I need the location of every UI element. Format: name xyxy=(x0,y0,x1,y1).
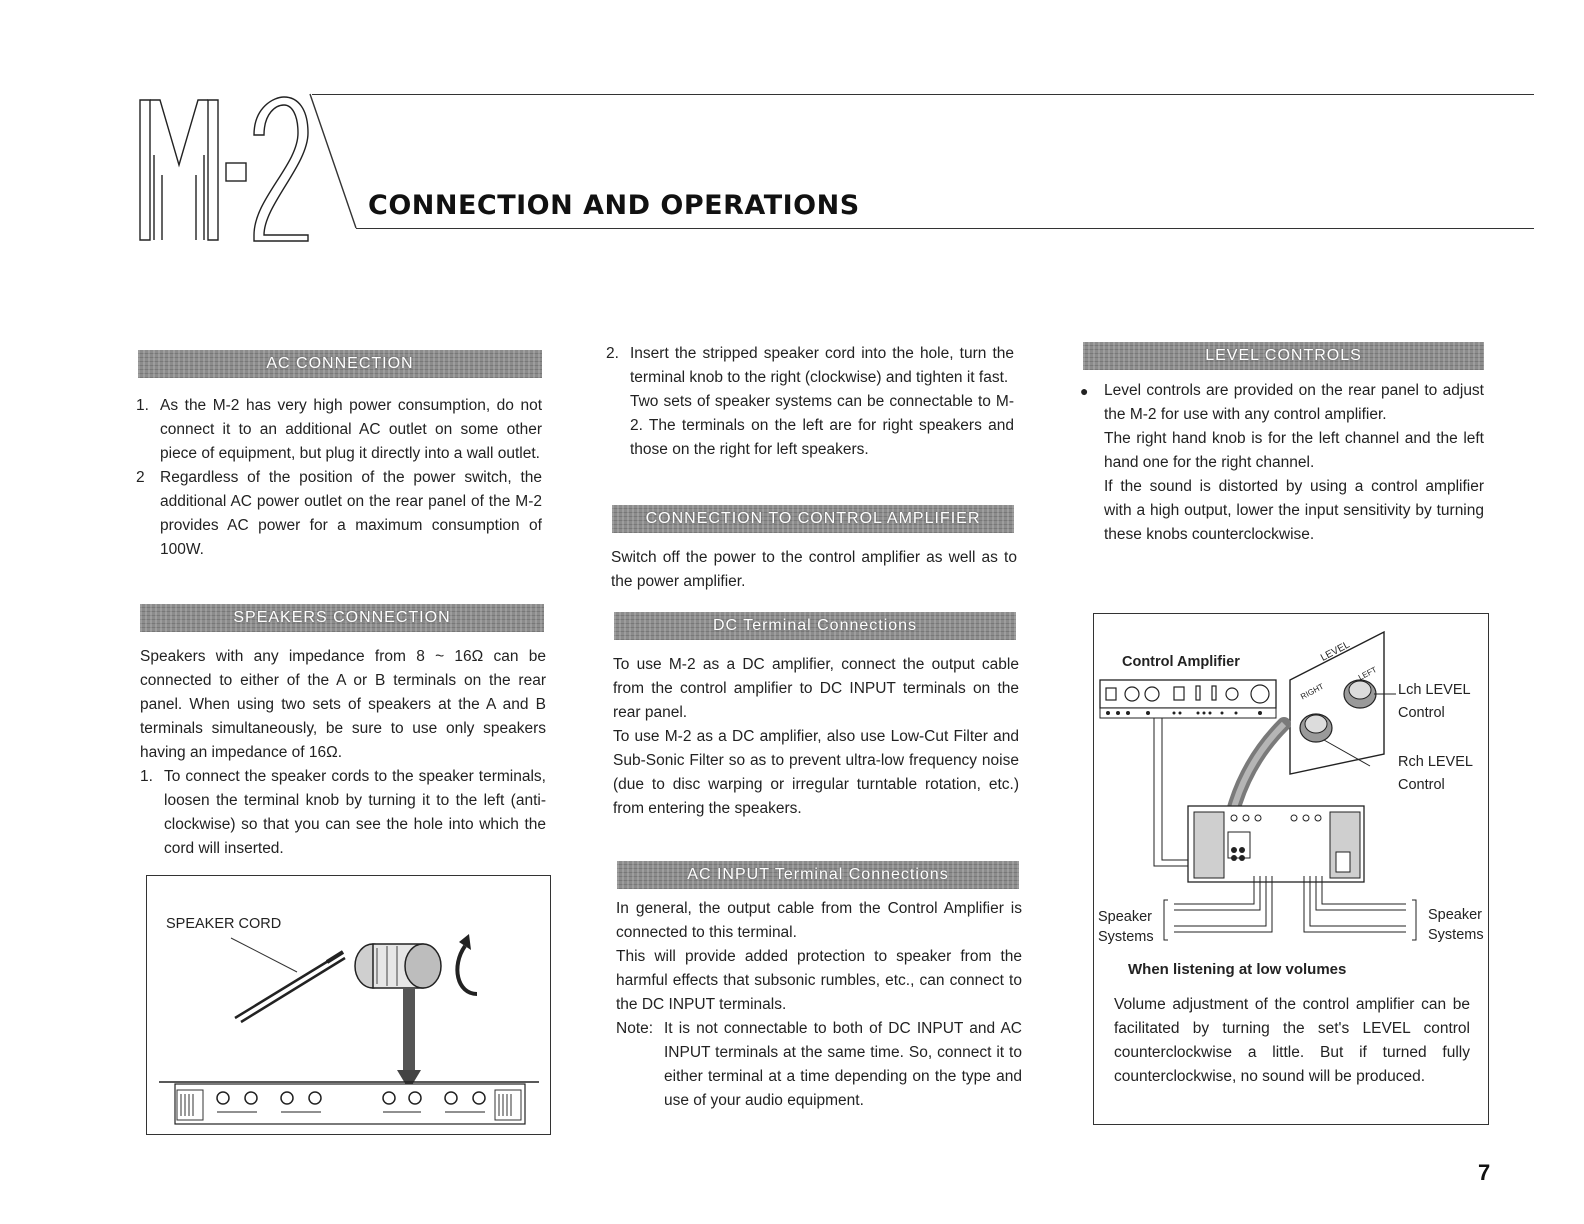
list-number: 2 xyxy=(136,469,145,486)
speaker-right-label: Speaker xyxy=(1428,907,1483,923)
speaker-cord-figure xyxy=(146,875,551,1135)
speakers-connection-heading: SPEAKERS CONNECTION xyxy=(140,604,544,632)
speakers-connection-continued xyxy=(606,342,1014,462)
speaker-cord-label: SPEAKER CORD xyxy=(166,916,282,932)
list-item xyxy=(606,342,1014,390)
list-text: As the M-2 has very high power consumption, do not connect it to an additional AC outlet on some other piece of equipment, but plug it directly into a wall outlet. xyxy=(160,397,542,462)
speaker-left-label: Speaker xyxy=(1098,909,1153,925)
dc-terminal-para2: To use M-2 as a DC amplifier, also use Low-Cut Filter and Sub-Sonic Filter so as to prevent ultra-low frequency noise (due to disc warping or irregular turntable rotation, etc.) from entering the speakers. xyxy=(613,728,1019,817)
level-controls-body xyxy=(1080,379,1484,547)
systems-right-label: Systems xyxy=(1428,927,1484,943)
header-rule-bottom xyxy=(356,228,1534,229)
list-text: Insert the stripped speaker cord into the hole, turn the terminal knob to the right (clockwise) and tighten it fast. xyxy=(630,345,1014,386)
level-para2: The right hand knob is for the left channel and the left hand one for the right channel. xyxy=(1104,430,1484,471)
low-volume-text: Volume adjustment of the control amplifier can be facilitated by turning the set's LEVEL control counterclockwise a little. But if turned fully counterclockwise, no sound will be produced. xyxy=(1114,996,1470,1085)
rch-level-label: Rch LEVEL xyxy=(1398,754,1473,770)
level-word-label: LEVEL xyxy=(1319,639,1352,664)
list-item xyxy=(136,394,542,466)
list-text: To connect the speaker cords to the speaker terminals, loosen the terminal knob by turning it to the left (anti-clockwise) so that you can see the hole into which the cord will inserted. xyxy=(164,768,546,857)
ac-connection-heading: AC CONNECTION xyxy=(138,350,542,378)
speakers-intro: Speakers with any impedance from 8 ~ 16Ω can be connected to either of the A or B terminals on the rear panel. When using two sets of speakers at the A and B terminals simultaneously, be sure to use only speakers having an impedance of 16Ω. xyxy=(140,648,546,761)
speakers-two-sets-note: Two sets of speaker systems can be connectable to M-2. The terminals on the left are for right speakers and those on the right for left speakers. xyxy=(630,393,1014,458)
ac-input-body xyxy=(616,897,1022,1113)
note-label: Note: xyxy=(616,1020,654,1037)
level-para3: If the sound is distorted by using a control amplifier with a high output, lower the input sensitivity by turning these knobs counterclockwise. xyxy=(1104,478,1484,543)
speaker-terminal-drawing xyxy=(147,876,550,1134)
m2-logo xyxy=(138,95,310,245)
list-item xyxy=(140,765,546,861)
note-text: It is not connectable to both of DC INPUT and AC INPUT terminals at the same time. So, connect it to either terminal at a time depending on the type and use of your audio equipment. xyxy=(664,1020,1022,1109)
dc-terminal-para1: To use M-2 as a DC amplifier, connect the output cable from the control amplifier to DC INPUT terminals on the rear panel. xyxy=(613,656,1019,721)
list-text: Regardless of the position of the power switch, the additional AC power outlet on the rear panel of the M-2 provides AC power for a maximum consumption of 100W. xyxy=(160,469,542,558)
right-word-label: RIGHT xyxy=(1299,681,1326,702)
left-word-label: LEFT xyxy=(1356,664,1379,683)
systems-left-label: Systems xyxy=(1098,929,1154,945)
rch-control-label: Control xyxy=(1398,777,1445,793)
ac-input-para1: In general, the output cable from the Control Amplifier is connected to this terminal. xyxy=(616,900,1022,941)
list-number: 1. xyxy=(140,768,153,785)
page-title: CONNECTION AND OPERATIONS xyxy=(368,190,860,221)
dc-terminal-body xyxy=(613,653,1019,821)
header-slash xyxy=(300,92,370,232)
page-number: 7 xyxy=(1478,1160,1491,1185)
header-rule-top xyxy=(312,94,1534,95)
control-amplifier-label: Control Amplifier xyxy=(1122,654,1240,670)
low-volume-heading: When listening at low volumes xyxy=(1128,961,1347,978)
level-controls-heading: LEVEL CONTROLS xyxy=(1083,342,1484,370)
lch-control-label: Control xyxy=(1398,705,1445,721)
lch-level-label: Lch LEVEL xyxy=(1398,682,1471,698)
control-amp-heading: CONNECTION TO CONTROL AMPLIFIER xyxy=(612,505,1014,533)
bullet-dot: ● xyxy=(1080,383,1089,399)
list-number: 1. xyxy=(136,397,149,414)
dc-terminal-heading: DC Terminal Connections xyxy=(614,612,1016,640)
ac-connection-body xyxy=(136,394,542,562)
ac-input-heading: AC INPUT Terminal Connections xyxy=(617,861,1019,889)
ac-input-para2: This will provide added protection to speaker from the harmful effects that subsonic rumbles, etc., can connect to the DC INPUT terminals. xyxy=(616,948,1022,1013)
list-number: 2. xyxy=(606,345,619,362)
list-item xyxy=(136,466,542,562)
level-controls-figure xyxy=(1093,613,1489,1125)
control-amp-text: Switch off the power to the control amplifier as well as to the power amplifier. xyxy=(611,549,1017,590)
bullet-item xyxy=(1080,379,1484,427)
ac-input-note xyxy=(616,1017,1022,1113)
speakers-connection-body xyxy=(140,645,546,861)
level-bullet-text: Level controls are provided on the rear panel to adjust the M-2 for use with any control amplifier. xyxy=(1104,382,1484,423)
